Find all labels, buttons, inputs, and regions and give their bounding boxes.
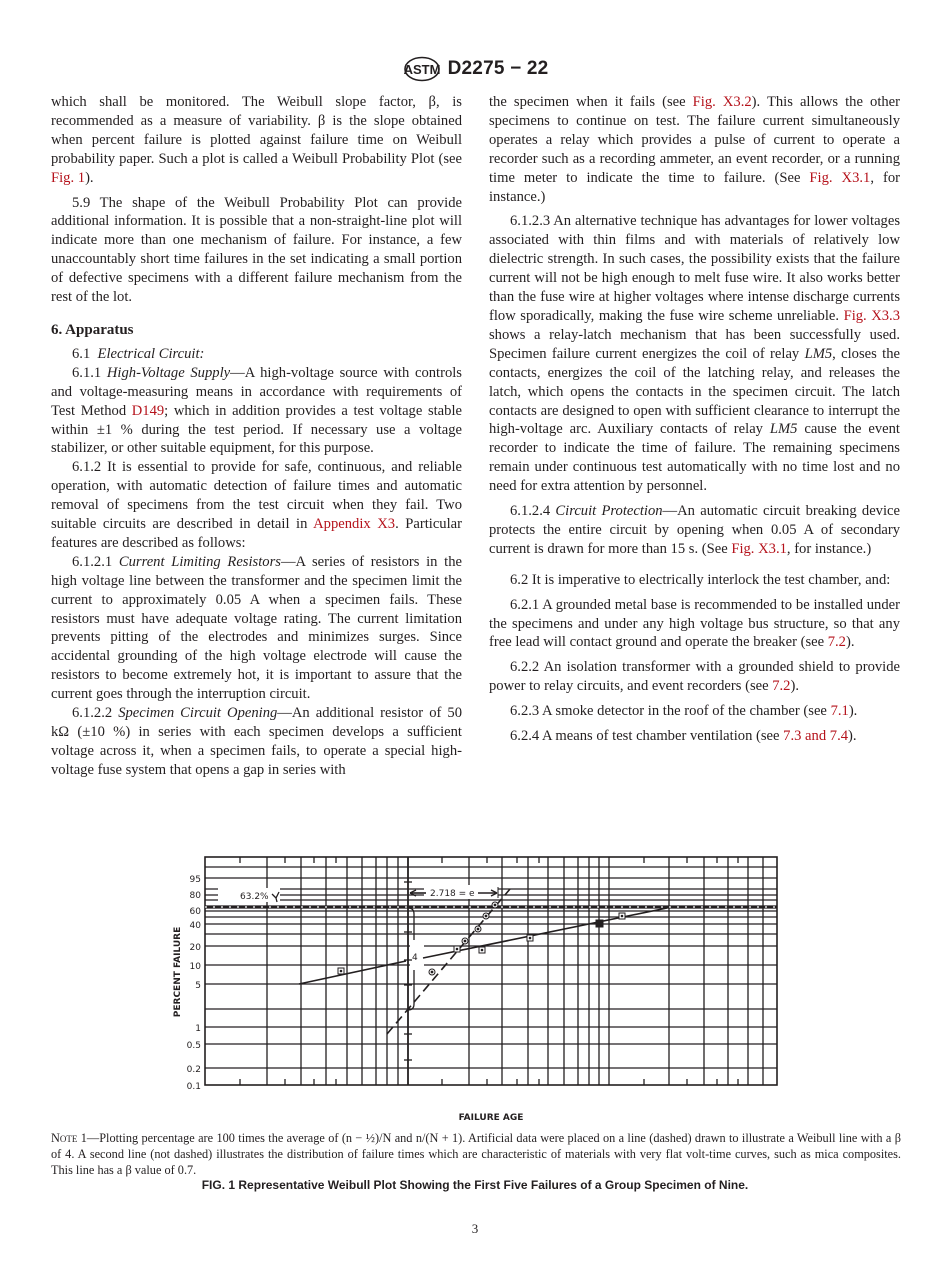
weibull-plot-svg bbox=[160, 850, 790, 1130]
paragraph-6-2-2: 6.2.2 An isolation transformer with a grounded shield to provide power to relay circuits, and event recorders (see 7.2). bbox=[489, 659, 900, 695]
note-text: —Plotting percentage are 100 times the average of (n − ½)/N and n/(N + 1). Artificial data were placed on a line (dashed) drawn to illustrate a Weibull line with a β of 4. A second line (not dashed) illustrates the distribution of failure times which are characteristic of materials with very flat volt-time curves, such as mica composites. This line has a β value of 0.7. bbox=[51, 1131, 901, 1177]
y-axis-label: PERCENT FAILURE bbox=[173, 926, 183, 1018]
x-axis-label: FAILURE AGE bbox=[458, 1113, 524, 1123]
figure-note bbox=[51, 1130, 901, 1178]
paragraph-6-1-2: 6.1.2 It is essential to provide for safe, continuous, and reliable operation, with automatic detection of failure times and automatic removal of specimens from the test circuit when they fail. Two suitable circuits are described in detail in Appendix X3. Particular features are described as follows: bbox=[51, 459, 462, 551]
circle-markers bbox=[429, 902, 498, 975]
svg-text:60: 60 bbox=[189, 907, 201, 917]
fig1-link[interactable]: Fig. 1 bbox=[51, 169, 86, 186]
svg-text:80: 80 bbox=[189, 891, 201, 901]
weibull-plot bbox=[160, 850, 790, 1130]
svg-text:4: 4 bbox=[412, 953, 418, 963]
figure-caption: FIG. 1 Representative Weibull Plot Showing the First Five Failures of a Group Specimen of Nine. bbox=[201, 1178, 749, 1192]
paragraph-6-1-2-1: 6.1.2.1 Current Limiting Resistors—A series of resistors in the high voltage line between the transformer and the specimen limit the current to approximately 0.05 A when a specimen fails. These resistors must have adequate voltage rating. The current limitation prevents pitting of the electrodes and minimizes surges. Since accidental grounding of the high voltage electrode will cause the resistors to become extremely hot, it is important to assure that the current goes through the interruption circuit. bbox=[51, 553, 462, 703]
appendix-x3-link[interactable]: Appendix X3 bbox=[313, 516, 396, 533]
y-axis-tick-labels bbox=[187, 875, 202, 1092]
svg-text:2.718 = e: 2.718 = e bbox=[430, 889, 475, 899]
svg-text:63.2%: 63.2% bbox=[240, 892, 269, 902]
paragraph-weibull-slope: which shall be monitored. The Weibull slope factor, β, is recommended as a measure of variability. β is the slope obtained when percent failure is plotted against failure time on Weibull probability paper. Such a plot is called a Weibull Probability Plot (see Fig. 1). bbox=[51, 94, 462, 186]
paragraph-specimen-fails: the specimen when it fails (see Fig. X3.2). This allows the other specimens to continue on test. The failure current simultaneously operates a relay which provides a pulse of current to operate a recorder such as a recording ammeter, an event recorder, or a running time meter to indicate the time to failure. (See Fig. X3.1, for instance.) bbox=[489, 94, 901, 205]
ref-7-2-link[interactable]: 7.2 bbox=[827, 634, 846, 651]
svg-text:20: 20 bbox=[189, 943, 201, 953]
fig-x3-3-link[interactable]: Fig. X3.3 bbox=[843, 307, 900, 324]
left-column bbox=[51, 93, 462, 780]
paragraph-6-2-3: 6.2.3 A smoke detector in the roof of the chamber (see 7.1). bbox=[510, 703, 858, 720]
svg-text:1: 1 bbox=[195, 1024, 201, 1034]
paragraph-6-1-2-3: 6.1.2.3 An alternative technique has advantages for lower voltages associated with thin films and with materials of relatively low dielectric strength. In such cases, the possibility exists that the failure current will not be high enough to melt fuse wire. It also works better than the fuse wire at higher voltages where intense discharge currents flow sporadically, making the fuse wire scheme unreliable. Fig. X3.3 shows a relay-latch mechanism that has been successfully used. Specimen failure current energizes the coil of relay LM5, closes the contacts, energizes the coil of the latching relay, and releases the latch, which opens the contacts in the specimen circuit. The latch contacts are designed to open with sufficient clearance to interrupt the high-voltage arc. Auxiliary contacts of relay LM5 cause the event recorder to indicate the time of failure. The remaining specimens remain under continuous test automatically with no time lost and no need for extra attention by personnel. bbox=[489, 213, 900, 495]
svg-text:10: 10 bbox=[189, 962, 201, 972]
note-label: Note 1 bbox=[51, 1131, 87, 1145]
section-heading-apparatus: 6. Apparatus bbox=[51, 321, 134, 338]
astm-logo-icon bbox=[402, 56, 442, 82]
fig-x3-1-link-2[interactable]: Fig. X3.1 bbox=[731, 540, 787, 557]
page-number: 3 bbox=[471, 1221, 479, 1236]
annotation-slope-4 bbox=[404, 882, 418, 1060]
svg-text:0.5: 0.5 bbox=[186, 1041, 201, 1051]
document-code: D2275 − 22 bbox=[447, 58, 549, 79]
paragraph-6-2-1: 6.2.1 A grounded metal base is recommended to be installed under the specimens and under any high voltage bus structure, so that any free lead will contact ground and operate the breaker (see 7.2). bbox=[489, 596, 900, 651]
svg-text:ASTM: ASTM bbox=[403, 62, 441, 77]
paragraph-5-9: 5.9 The shape of the Weibull Probability Plot can provide additional information. It is possible that a non-straight-line plot will indicate more than one mechanism of failure. For instance, a few unaccountably short time failures in the set indicating a small portion of defective specimens with a different failure mechanism from the rest of the lot. bbox=[51, 194, 462, 306]
ref-7-1-link[interactable]: 7.1 bbox=[830, 703, 849, 720]
paragraph-6-2: 6.2 It is imperative to electrically interlock the test chamber, and: bbox=[510, 571, 891, 588]
d149-link[interactable]: D149 bbox=[131, 402, 165, 419]
right-column bbox=[489, 93, 900, 746]
svg-text:0.2: 0.2 bbox=[186, 1065, 201, 1075]
paragraph-6-1-2-4: 6.1.2.4 Circuit Protection—An automatic circuit breaking device protects the entire circuit by opening when 0.05 A of secondary current is drawn for more than 15 s. (See Fig. X3.1, for instance.) bbox=[489, 503, 900, 557]
svg-text:95: 95 bbox=[189, 875, 201, 885]
fig-x3-2-link[interactable]: Fig. X3.2 bbox=[692, 94, 752, 110]
page-header bbox=[0, 56, 950, 82]
svg-text:0.1: 0.1 bbox=[186, 1082, 201, 1092]
paragraph-6-1-1: 6.1.1 High-Voltage Supply—A high-voltage source with controls and voltage-measuring means in accordance with requirements of Test Method D149; which in addition provides a test voltage stable within ±1 % during the test period. If necessary use a voltage stabilizer, or other suitable equipment, for this purpose. bbox=[51, 364, 462, 457]
ref-7-2-link-2[interactable]: 7.2 bbox=[772, 678, 791, 695]
paragraph-6-1-2-2: 6.1.2.2 Specimen Circuit Opening—An additional resistor of 50 kΩ (±10 %) in series with each specimen develops a sufficient voltage across it, when a specimen fails, to operate a special high-voltage fuse system that opens a gap in series with bbox=[51, 705, 462, 778]
fig-x3-1-link[interactable]: Fig. X3.1 bbox=[809, 169, 871, 186]
paragraph-6-1: 6.1 Electrical Circuit: bbox=[72, 345, 205, 362]
paragraph-6-2-4: 6.2.4 A means of test chamber ventilation (see 7.3 and 7.4). bbox=[510, 728, 857, 745]
ref-7-3-7-4-link[interactable]: 7.3 and 7.4 bbox=[783, 728, 849, 745]
svg-text:40: 40 bbox=[189, 921, 201, 931]
svg-text:5: 5 bbox=[195, 981, 201, 991]
